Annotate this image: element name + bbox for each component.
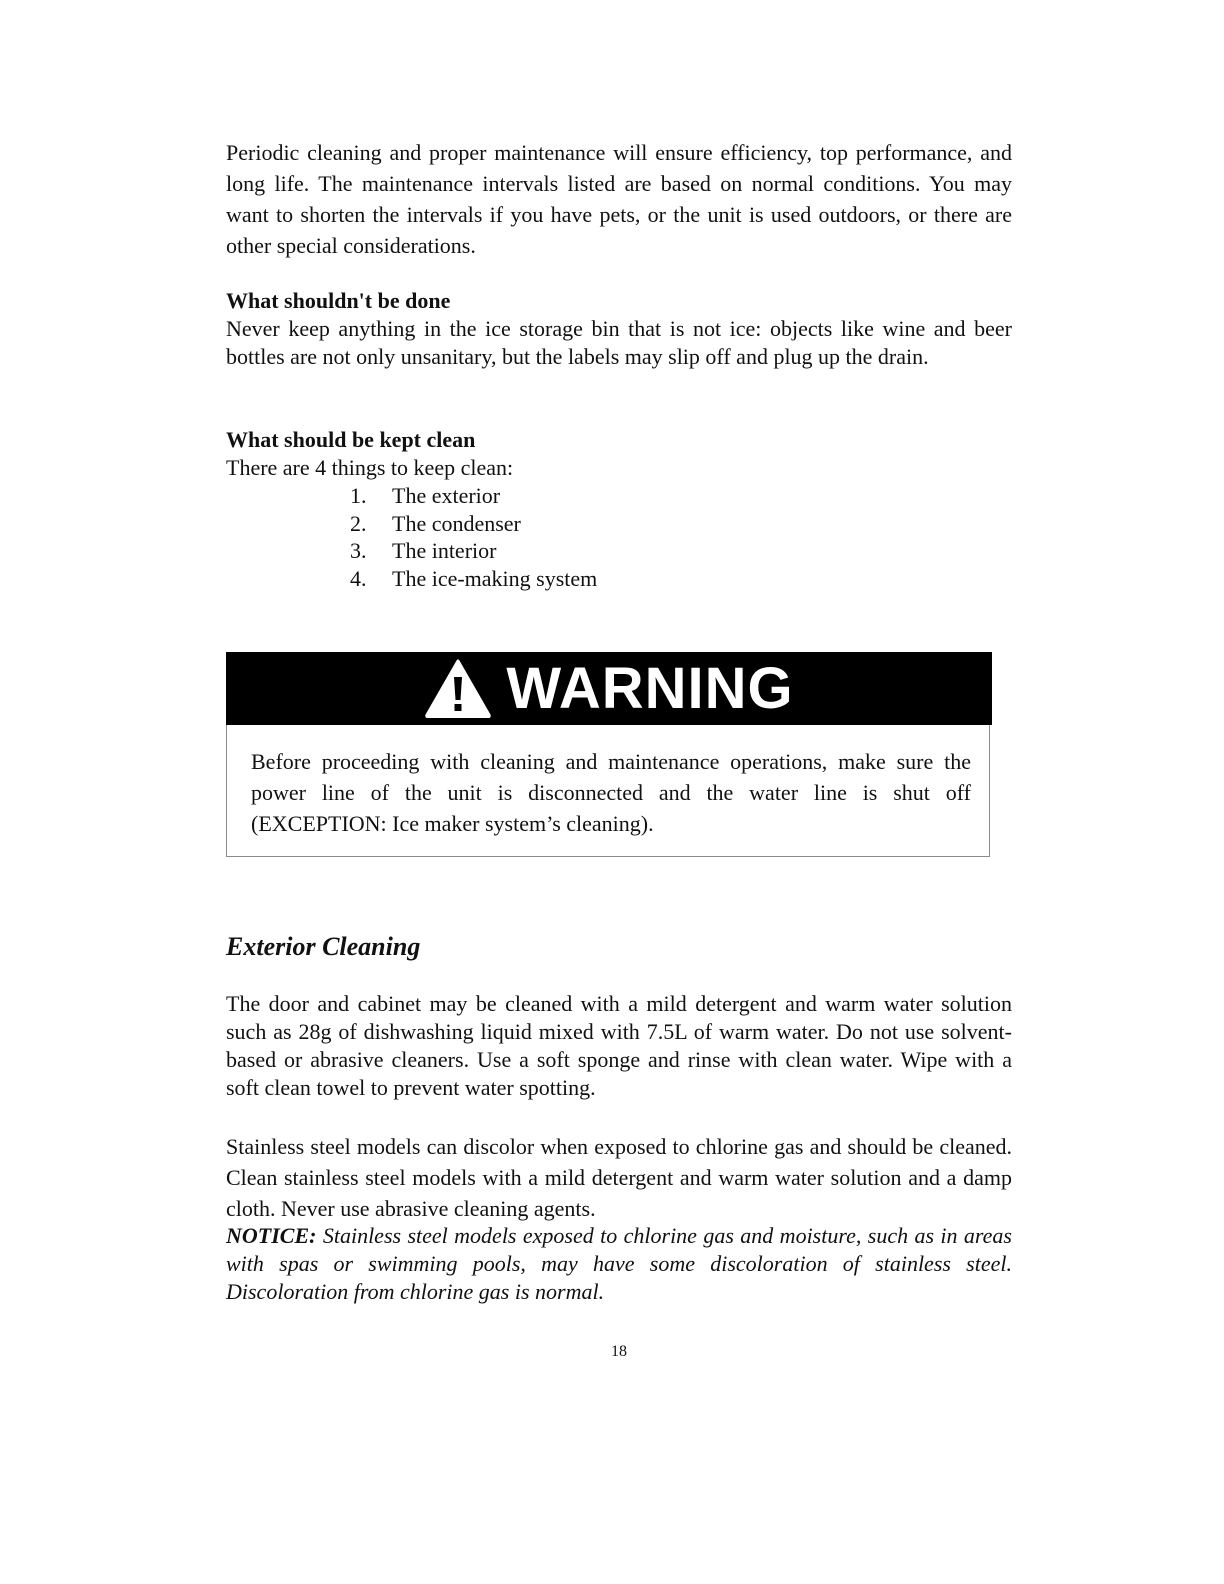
- exterior-cleaning-heading: Exterior Cleaning: [226, 932, 421, 961]
- warning-box: [226, 652, 990, 857]
- notice-text: Stainless steel models exposed to chlorine gas and moisture, such as in areas with spas or swimming pools, may have some discoloration of stainless steel. Discoloration from chlorine gas is normal.: [226, 1223, 1012, 1304]
- keep-clean-intro: There are 4 things to keep clean:: [226, 455, 514, 480]
- notice-paragraph: [226, 1222, 1012, 1306]
- page-number: 18: [611, 1343, 627, 1360]
- list-item: 1. The exterior: [350, 483, 501, 508]
- shouldnt-paragraph: Never keep anything in the ice storage bin that is not ice: objects like wine and beer bottles are not only unsanitary, but the labels may slip off and plug up the drain.: [226, 316, 1012, 369]
- keep-clean-section: [226, 426, 1012, 593]
- warning-text: Before proceeding with cleaning and maintenance operations, make sure the power line of the unit is disconnected and the water line is shut off (EXCEPTION: Ice maker system’s cleaning).: [251, 749, 971, 836]
- list-item: 2. The condenser: [350, 510, 521, 536]
- intro-section: [226, 137, 1012, 261]
- warning-banner: [226, 652, 992, 725]
- exterior-paragraph-1: The door and cabinet may be cleaned with a mild detergent and warm water solution such as 28g of dishwashing liquid mixed with 7.5L of warm water. Do not use solvent-based or abrasive cleaners. Use a soft sponge and rinse with clean water. Wipe with a soft clean towel to prevent water spotting.: [226, 991, 1012, 1100]
- list-item: 3. The interior: [350, 538, 497, 564]
- shouldnt-heading: What shouldn't be done: [226, 288, 451, 313]
- list-item: 4. The ice-making system: [350, 566, 598, 592]
- exterior-paragraph-2-block: [226, 1131, 1012, 1224]
- notice-block: [226, 1222, 1012, 1306]
- shouldnt-section: [226, 287, 1012, 371]
- intro-paragraph: Periodic cleaning and proper maintenance will ensure efficiency, top performance, and long life. The maintenance intervals listed are based on normal conditions. You may want to shorten the intervals if you have pets, or the unit is used outdoors, or there are other special considerations.: [226, 140, 1012, 258]
- exterior-paragraph-2: Stainless steel models can discolor when exposed to chlorine gas and should be cleaned. Clean stainless steel models with a mild detergent and warm water solution and a damp cloth. Never use abrasive cleaning agents.: [226, 1134, 1012, 1221]
- exterior-paragraph-1-block: [226, 990, 1012, 1102]
- keep-clean-heading: What should be kept clean: [226, 427, 476, 452]
- notice-label: NOTICE:: [226, 1223, 317, 1248]
- keep-clean-list: [226, 482, 1012, 593]
- warning-triangle-icon: [424, 658, 492, 718]
- warning-title: WARNING: [506, 656, 794, 721]
